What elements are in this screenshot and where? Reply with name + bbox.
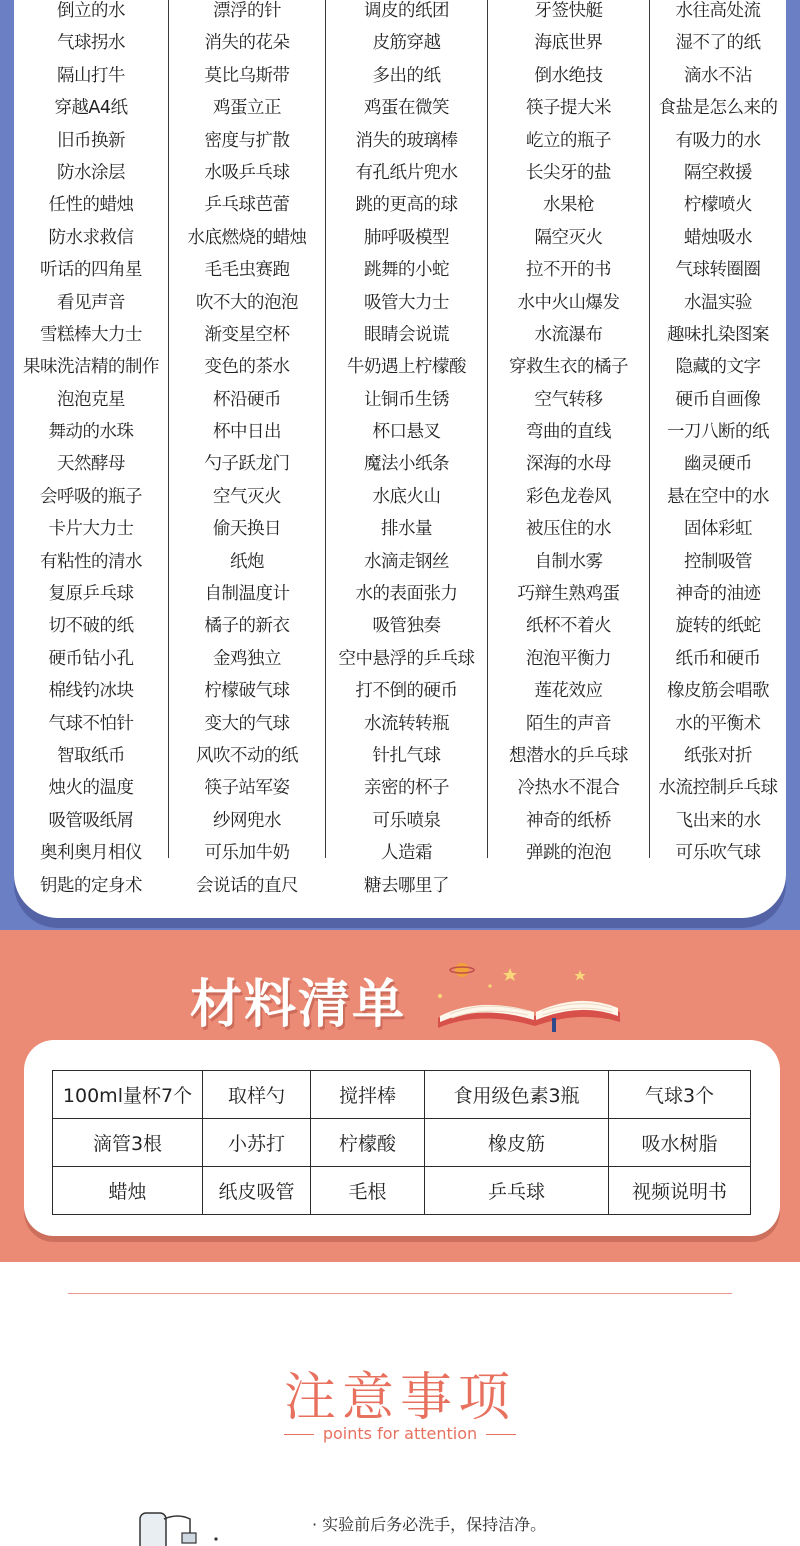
experiment-item: 水中火山爆发 xyxy=(517,292,620,313)
experiment-item: 舞动的水珠 xyxy=(48,422,134,443)
experiment-item: 棉线钓冰块 xyxy=(48,681,134,702)
experiment-item: 旧币换新 xyxy=(57,130,125,151)
experiment-item: 陌生的声音 xyxy=(526,713,611,734)
experiment-item: 打不倒的硬币 xyxy=(355,681,458,702)
experiment-item: 金鸡独立 xyxy=(213,648,281,669)
experiment-item: 空中悬浮的乒乓球 xyxy=(338,648,475,669)
experiment-item: 鸡蛋在微笑 xyxy=(364,98,449,119)
experiment-item: 可乐吹气球 xyxy=(675,843,761,864)
materials-cell: 视频说明书 xyxy=(609,1167,751,1215)
experiment-item: 雪糕棒大力士 xyxy=(40,324,142,345)
experiment-item: 泡泡克星 xyxy=(57,389,125,410)
experiment-item: 隔空灭火 xyxy=(534,227,603,248)
experiment-item: 深海的水母 xyxy=(526,454,611,475)
experiment-item: 跳的更高的球 xyxy=(355,195,458,216)
materials-cell: 乒乓球 xyxy=(425,1167,609,1215)
experiment-item: 针扎气球 xyxy=(372,745,441,766)
experiment-item: 弯曲的直线 xyxy=(526,422,611,443)
experiment-item: 会说话的直尺 xyxy=(196,875,298,896)
materials-cell: 小苏打 xyxy=(203,1119,311,1167)
materials-cell: 食用级色素3瓶 xyxy=(425,1071,609,1119)
experiment-item: 天然酵母 xyxy=(57,454,125,475)
experiment-item: 一刀八断的纸 xyxy=(667,422,769,443)
experiment-item: 倒立的水 xyxy=(57,1,125,21)
experiment-item: 卡片大力士 xyxy=(48,519,134,540)
experiment-list-card xyxy=(14,0,786,918)
experiment-column xyxy=(169,0,326,896)
experiment-item: 水底火山 xyxy=(372,486,441,507)
experiment-item: 防水求救信 xyxy=(48,227,134,248)
materials-cell: 滴管3根 xyxy=(53,1119,203,1167)
materials-title: 材料清单 xyxy=(190,975,407,1035)
experiment-item: 牙签快艇 xyxy=(534,1,603,21)
experiment-item: 鸡蛋立正 xyxy=(213,98,281,119)
experiment-column xyxy=(14,0,169,896)
experiment-item: 想潜水的乒乓球 xyxy=(509,745,628,766)
experiment-item: 穿越A4纸 xyxy=(54,98,128,119)
experiment-item: 泡泡平衡力 xyxy=(526,648,611,669)
experiment-item: 杯口悬叉 xyxy=(372,422,441,443)
experiment-item: 让铜币生锈 xyxy=(364,389,449,410)
experiment-item: 气球不怕针 xyxy=(48,713,134,734)
experiment-item: 风吹不动的纸 xyxy=(196,745,298,766)
materials-cell: 气球3个 xyxy=(609,1071,751,1119)
section-divider xyxy=(68,1293,732,1294)
materials-cell: 搅拌棒 xyxy=(311,1071,425,1119)
experiment-item: 勺子跃龙门 xyxy=(204,454,290,475)
experiment-item: 筷子站军姿 xyxy=(204,778,290,799)
experiment-item: 硬币钻小孔 xyxy=(48,648,134,669)
experiment-item: 变色的茶水 xyxy=(204,357,290,378)
experiment-item: 水流瀑布 xyxy=(534,324,603,345)
experiment-item: 看见声音 xyxy=(57,292,125,313)
dash-right xyxy=(486,1434,516,1435)
experiment-item: 纱网兜水 xyxy=(213,810,281,831)
experiment-item: 水滴走钢丝 xyxy=(364,551,449,572)
experiment-item: 硬币自画像 xyxy=(675,389,761,410)
experiment-column xyxy=(488,0,650,864)
experiment-item: 偷天换日 xyxy=(213,519,281,540)
experiment-item: 奥利奥月相仪 xyxy=(40,843,142,864)
experiment-item: 防水涂层 xyxy=(57,162,125,183)
experiment-item: 倒水绝技 xyxy=(534,65,603,86)
materials-cell: 纸皮吸管 xyxy=(203,1167,311,1215)
attention-subtitle-wrap xyxy=(0,1424,800,1443)
experiment-item: 长尖牙的盐 xyxy=(526,162,611,183)
attention-item: · 实验前后务必洗手，保持洁净。 xyxy=(312,1515,547,1534)
experiment-item: 控制吸管 xyxy=(684,551,752,572)
experiment-item: 皮筋穿越 xyxy=(372,33,441,54)
experiment-item: 糖去哪里了 xyxy=(364,875,449,896)
experiment-item: 食盐是怎么来的 xyxy=(658,98,778,119)
materials-cell: 100ml量杯7个 xyxy=(53,1071,203,1119)
experiment-item: 多出的纸 xyxy=(372,65,441,86)
experiment-item: 水温实验 xyxy=(684,292,752,313)
experiment-item: 水吸乒乓球 xyxy=(204,162,290,183)
experiment-item: 彩色龙卷风 xyxy=(526,486,611,507)
experiment-column xyxy=(326,0,488,896)
experiment-item: 水往高处流 xyxy=(675,1,761,21)
experiment-item: 切不破的纸 xyxy=(48,616,134,637)
experiment-item: 穿救生衣的橘子 xyxy=(509,357,628,378)
faucet-icon xyxy=(118,1505,248,1546)
materials-section xyxy=(0,930,800,1262)
experiment-item: 听话的四角星 xyxy=(40,260,142,281)
experiment-item: 人造霜 xyxy=(381,843,432,864)
experiment-item: 调皮的纸团 xyxy=(364,1,449,21)
experiment-item: 橘子的新衣 xyxy=(204,616,290,637)
experiment-item: 魔法小纸条 xyxy=(364,454,449,475)
experiment-item: 隔山打牛 xyxy=(57,65,125,86)
experiment-item: 跳舞的小蛇 xyxy=(364,260,449,281)
experiment-item: 巧辩生熟鸡蛋 xyxy=(517,584,620,605)
experiment-item: 被压住的水 xyxy=(526,519,611,540)
experiment-item: 滴水不沾 xyxy=(684,65,752,86)
experiment-item: 空气灭火 xyxy=(213,486,281,507)
experiment-item: 柠檬破气球 xyxy=(204,681,290,702)
experiment-item: 消失的花朵 xyxy=(204,33,290,54)
experiment-column xyxy=(650,0,786,864)
experiment-item: 自制水雾 xyxy=(534,551,603,572)
experiment-item: 杯中日出 xyxy=(213,422,281,443)
experiment-item: 神奇的油迹 xyxy=(675,584,761,605)
experiment-item: 空气转移 xyxy=(534,389,603,410)
experiment-item: 变大的气球 xyxy=(204,713,290,734)
experiment-item: 烛火的温度 xyxy=(48,778,134,799)
experiment-item: 隔空救援 xyxy=(684,162,752,183)
experiment-item: 莲花效应 xyxy=(534,681,603,702)
experiment-item: 气球转圈圈 xyxy=(675,260,761,281)
experiment-item: 悬在空中的水 xyxy=(667,486,769,507)
experiment-item: 纸币和硬币 xyxy=(675,648,761,669)
experiment-item: 幽灵硬币 xyxy=(684,454,752,475)
attention-subtitle: points for attention xyxy=(322,1424,478,1443)
materials-table xyxy=(52,1070,751,1215)
experiment-item: 飞出来的水 xyxy=(675,810,761,831)
experiment-item: 自制温度计 xyxy=(204,584,290,605)
planet-icon xyxy=(450,963,474,977)
experiment-item: 水的平衡术 xyxy=(675,713,761,734)
experiment-item: 有孔纸片兜水 xyxy=(355,162,458,183)
experiment-item: 水流转转瓶 xyxy=(364,713,449,734)
experiment-item: 趣味扎染图案 xyxy=(667,324,769,345)
experiment-item: 杯沿硬币 xyxy=(213,389,281,410)
experiment-item: 纸杯不着火 xyxy=(526,616,611,637)
experiment-item: 固体彩虹 xyxy=(684,519,752,540)
experiment-item: 乒乓球芭蕾 xyxy=(204,195,290,216)
experiment-item: 冷热水不混合 xyxy=(517,778,620,799)
materials-row xyxy=(53,1119,751,1167)
experiment-item: 旋转的纸蛇 xyxy=(675,616,761,637)
experiment-item: 筷子提大米 xyxy=(526,98,611,119)
experiment-item: 莫比乌斯带 xyxy=(204,65,290,86)
materials-cell: 毛根 xyxy=(311,1167,425,1215)
experiment-item: 消失的玻璃棒 xyxy=(355,130,458,151)
dash-left xyxy=(284,1434,314,1435)
materials-row xyxy=(53,1167,751,1215)
experiment-item: 纸张对折 xyxy=(684,745,752,766)
experiment-item: 神奇的纸桥 xyxy=(526,810,611,831)
experiment-item: 湿不了的纸 xyxy=(675,33,761,54)
experiment-item: 海底世界 xyxy=(534,33,603,54)
experiment-item: 钥匙的定身术 xyxy=(40,875,142,896)
materials-cell: 橡皮筋 xyxy=(425,1119,609,1167)
materials-cell: 蜡烛 xyxy=(53,1167,203,1215)
experiment-item: 眼睛会说谎 xyxy=(364,324,449,345)
experiment-item: 排水量 xyxy=(381,519,432,540)
materials-cell: 取样勺 xyxy=(203,1071,311,1119)
experiment-item: 可乐喷泉 xyxy=(372,810,441,831)
experiment-item: 任性的蜡烛 xyxy=(48,195,134,216)
open-book-icon xyxy=(420,956,630,1036)
experiment-item: 果味洗洁精的制作 xyxy=(23,357,159,378)
experiment-item: 水底燃烧的蜡烛 xyxy=(187,227,307,248)
experiment-item: 纸炮 xyxy=(230,551,264,572)
materials-card xyxy=(24,1040,780,1236)
experiment-item: 弹跳的泡泡 xyxy=(526,843,611,864)
experiment-item: 拉不开的书 xyxy=(526,260,611,281)
materials-row xyxy=(53,1071,751,1119)
experiment-item: 毛毛虫赛跑 xyxy=(204,260,290,281)
experiment-item: 牛奶遇上柠檬酸 xyxy=(347,357,466,378)
experiment-item: 水的表面张力 xyxy=(355,584,458,605)
experiment-item: 吸管吸纸屑 xyxy=(48,810,134,831)
experiment-item: 漂浮的针 xyxy=(213,1,281,21)
experiment-item: 隐藏的文字 xyxy=(675,357,761,378)
experiment-item: 密度与扩散 xyxy=(204,130,290,151)
experiment-item: 水流控制乒乓球 xyxy=(658,778,778,799)
materials-cell: 吸水树脂 xyxy=(609,1119,751,1167)
experiment-item: 复原乒乓球 xyxy=(48,584,134,605)
experiment-grid xyxy=(14,0,786,896)
experiment-item: 肺呼吸模型 xyxy=(364,227,449,248)
experiment-item: 会呼吸的瓶子 xyxy=(40,486,142,507)
experiment-item: 柠檬喷火 xyxy=(684,195,752,216)
experiment-item: 吸管大力士 xyxy=(364,292,449,313)
experiment-item: 蜡烛吸水 xyxy=(684,227,752,248)
experiment-item: 水果枪 xyxy=(543,195,594,216)
materials-cell: 柠檬酸 xyxy=(311,1119,425,1167)
experiment-item: 亲密的杯子 xyxy=(364,778,449,799)
experiment-item: 有吸力的水 xyxy=(675,130,761,151)
experiment-item: 屹立的瓶子 xyxy=(526,130,611,151)
experiment-item: 气球拐水 xyxy=(57,33,125,54)
experiment-item: 智取纸币 xyxy=(57,745,125,766)
experiment-item: 渐变星空杯 xyxy=(204,324,290,345)
attention-title: 注意事项 xyxy=(283,1368,516,1428)
experiment-item: 可乐加牛奶 xyxy=(204,843,290,864)
experiment-item: 有粘性的清水 xyxy=(40,551,142,572)
experiment-item: 橡皮筋会唱歌 xyxy=(667,681,769,702)
experiment-item: 吸管独奏 xyxy=(372,616,441,637)
experiment-item: 吹不大的泡泡 xyxy=(196,292,298,313)
